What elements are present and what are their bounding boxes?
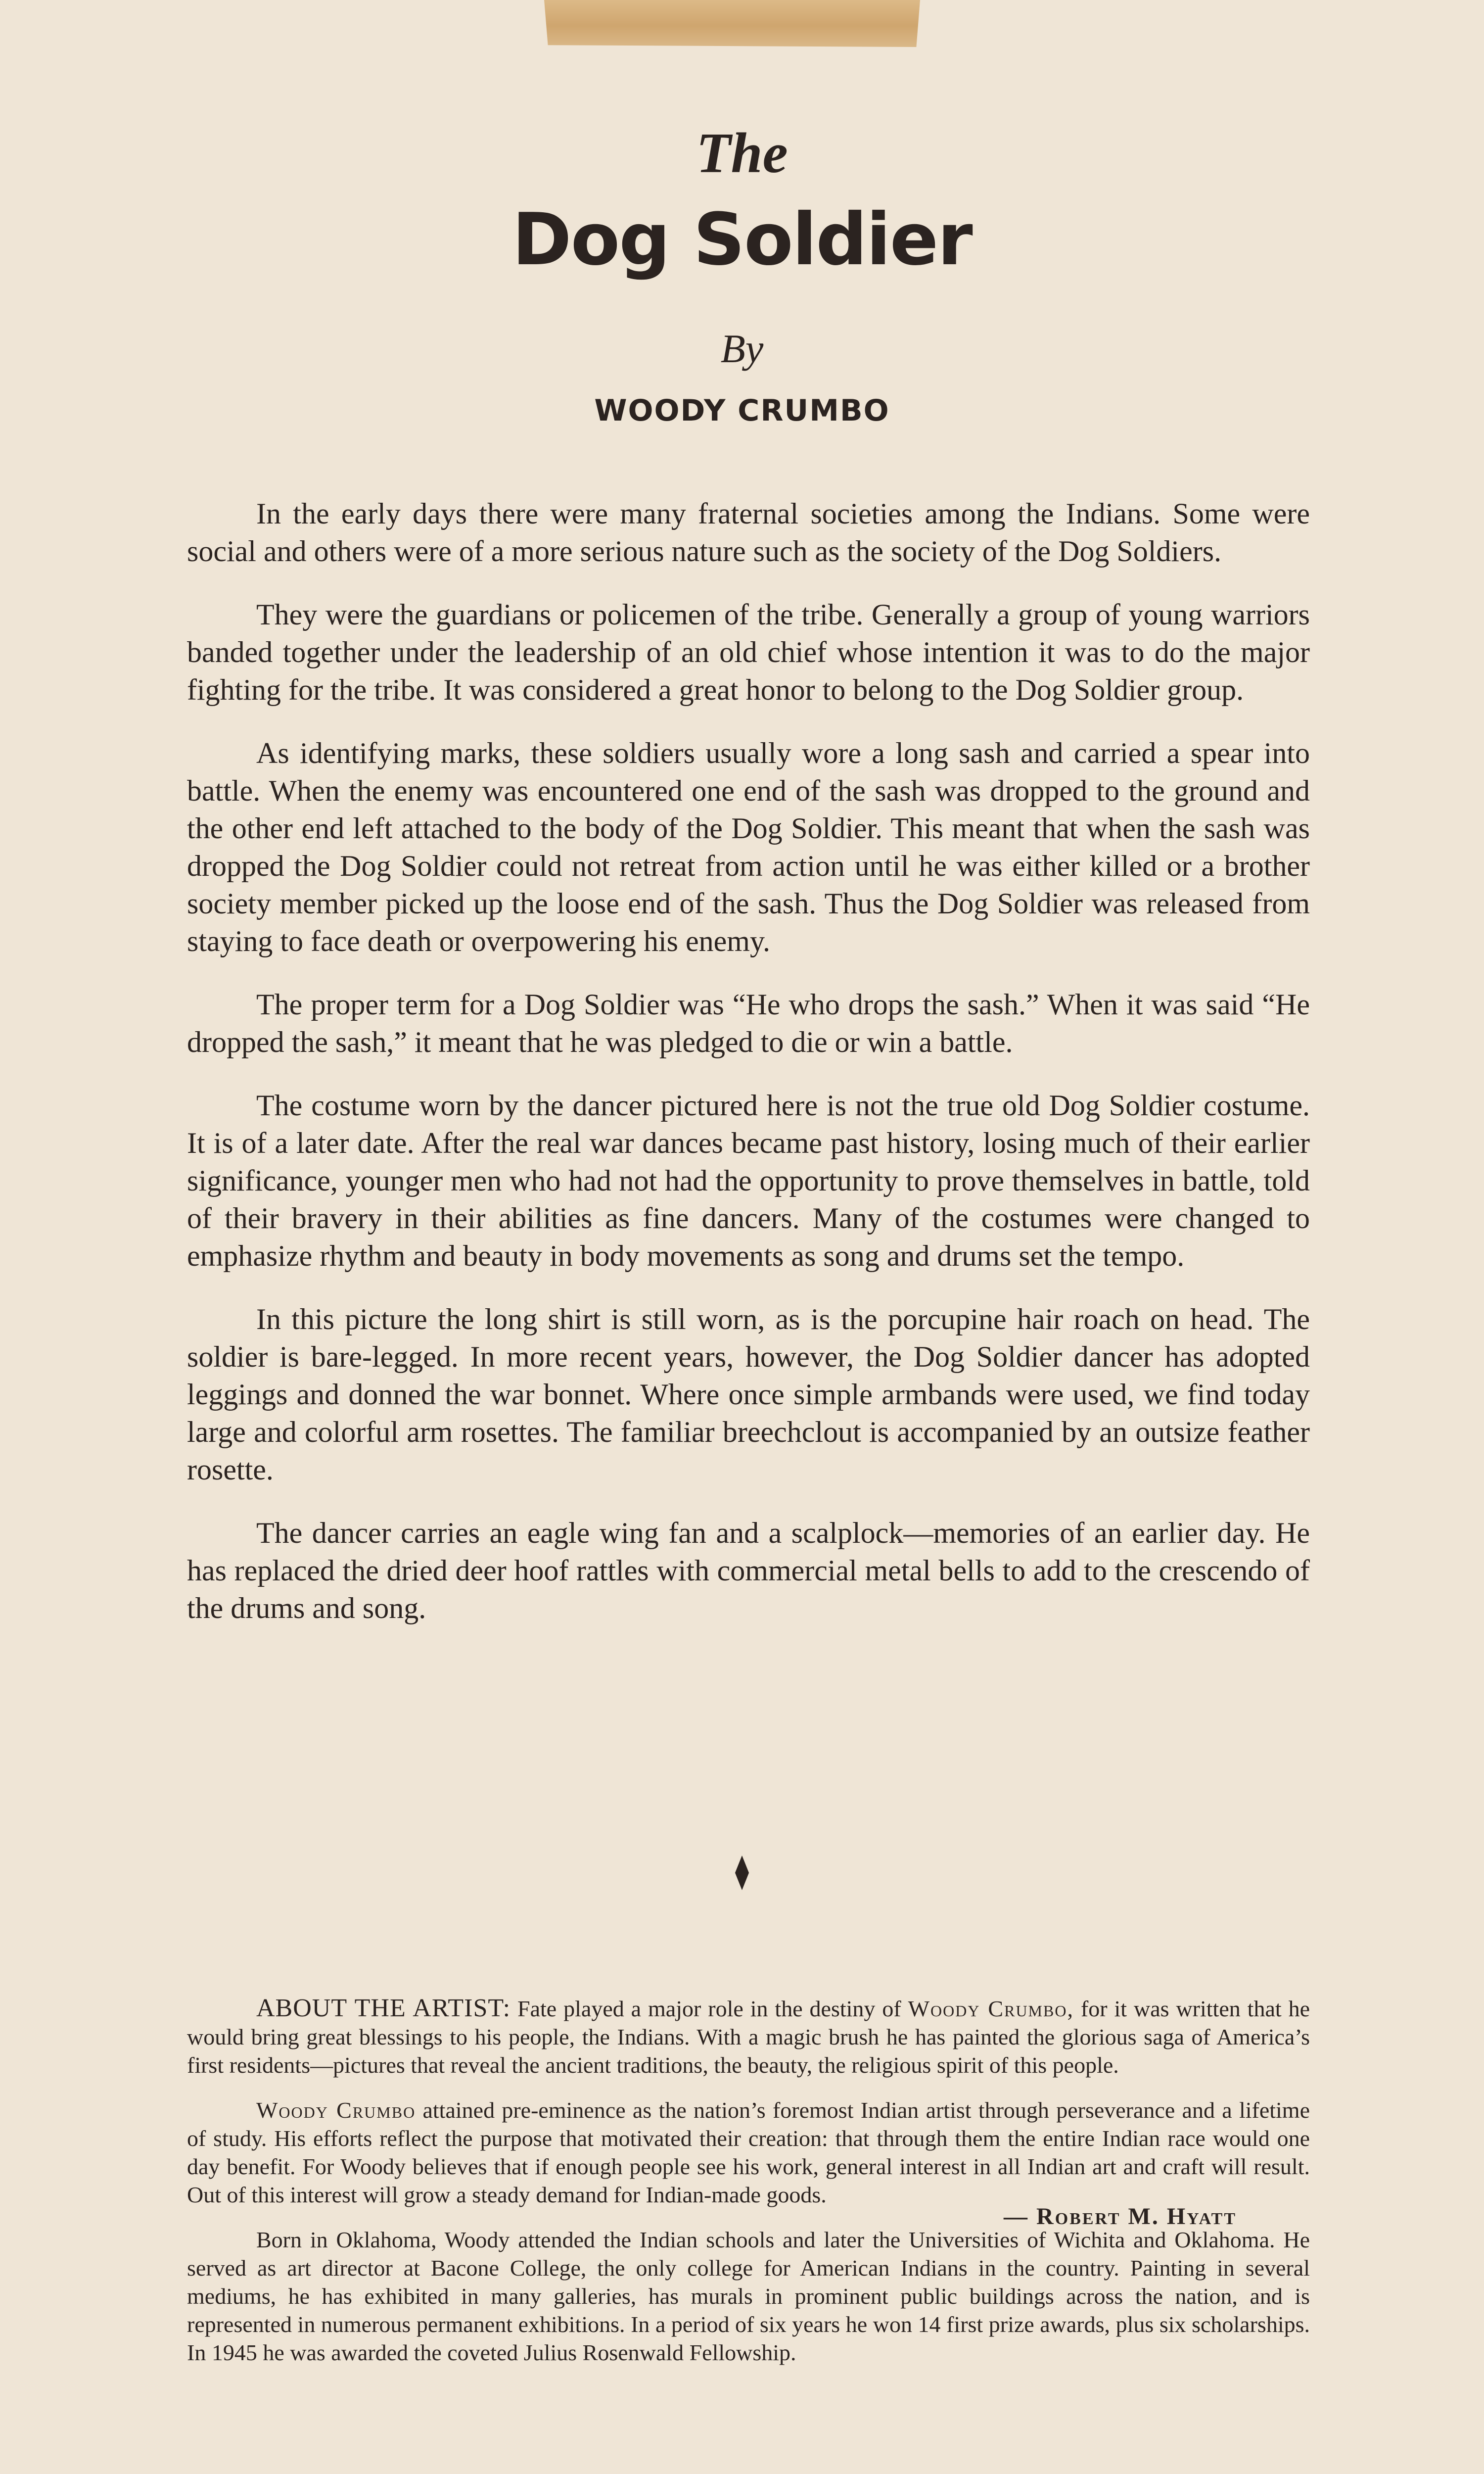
- signature: — Robert M. Hyatt: [1004, 2203, 1237, 2230]
- paragraph: They were the guardians or policemen of the tribe. Generally a group of young warriors banded together under the leadership of an old chief whose intention it was to do the major fighting for the tribe. It was considered a great honor to belong to the Dog Soldier group.: [187, 598, 1310, 706]
- tape-strip: [544, 0, 920, 47]
- paragraph: In this picture the long shirt is still worn, as is the porcupine hair roach on head. The soldier is bare-legged. In more recent years, however, the Dog Soldier dancer has adopted leggings and donned the war bonnet. Where once simple armbands were used, we find today large and colorful arm rosettes. The familiar breechclout is accompanied by an outsize feather rosette.: [187, 1303, 1310, 1486]
- artist-paragraph: Born in Oklahoma, Woody attended the Indian schools and later the Universities of Wichita and Oklahoma. He served as art director at Bacone College, the only college for American Indians in the country. Painting in several mediums, he has exhibited in many galleries, has murals in prominent public buildings across the nation, and is represented in numerous permanent exhibitions. In a period of six years he won 14 first prize awards, plus six scholarships. In 1945 he was awarded the coveted Julius Rosenwald Fellowship.: [187, 2227, 1310, 2365]
- artist-paragraph: [187, 2096, 1310, 2209]
- title-prefix: The: [696, 122, 788, 185]
- about-the-artist: [187, 1994, 1310, 2383]
- byline-label: By: [720, 326, 764, 371]
- artist-name: Woody Crumbo: [256, 2097, 416, 2123]
- paragraph: The dancer carries an eagle wing fan and a scalplock—memories of an earlier day. He has replaced the dried deer hoof rattles with commercial metal bells to add to the crescendo of the drums and song.: [187, 1517, 1310, 1624]
- artist-paragraph: [187, 1994, 1310, 2079]
- text-run: Fate played a major role in the destiny of: [517, 1996, 901, 2021]
- article-body: [187, 495, 1310, 1653]
- paragraph: As identifying marks, these soldiers usually wore a long sash and carried a spear into battle. When the enemy was encountered one end of the sash was dropped to the ground and the other end left attached to the body of the Dog Soldier. This meant that when the sash was dropped the Dog Soldier could not retreat from action until he was either killed or a brother society member picked up the loose end of the sash. Thus the Dog Soldier was released from staying to face death or overpowering his enemy.: [187, 737, 1310, 957]
- artist-name: Woody Crumbo,: [908, 1996, 1074, 2021]
- author-name: WOODY CRUMBO: [594, 393, 890, 428]
- about-heading: ABOUT THE ARTIST:: [256, 1994, 511, 2022]
- paragraph: In the early days there were many fraternal societies among the Indians. Some were social and others were of a more serious nature such as the society of the Dog Soldiers.: [187, 497, 1310, 568]
- text-run: for it was written that he would bring great blessings to his people, the Indians. With a magic brush he has painted the glorious saga of America’s first residents—pictures that reveal the ancient traditions, the beauty, the religious spirit of this people.: [187, 1996, 1310, 2078]
- paragraph: The proper term for a Dog Soldier was “He who drops the sash.” When it was said “He dropped the sash,” it meant that he was pledged to die or win a battle.: [187, 988, 1310, 1058]
- paragraph: The costume worn by the dancer pictured here is not the true old Dog Soldier costume. It is of a later date. After the real war dances became past history, losing much of their earlier significance, younger men who had not had the opportunity to prove themselves in battle, told of their bravery in their abilities as fine dancers. Many of the costumes were changed to emphasize rhythm and beauty in body movements as song and drums set the tempo.: [187, 1089, 1310, 1272]
- text-run: attained pre-eminence as the nation’s foremost Indian artist through perseverance and a lifetime of study. His efforts reflect the purpose that motivated their creation: that through them the entire Indian race would one day benefit. For Woody believes that if enough people see his work, general interest in all Indian art and craft will result. Out of this interest will grow a steady demand for Indian-made goods.: [187, 2097, 1310, 2207]
- page-title: Dog Soldier: [512, 198, 972, 282]
- section-divider-ornament: [735, 1856, 749, 1890]
